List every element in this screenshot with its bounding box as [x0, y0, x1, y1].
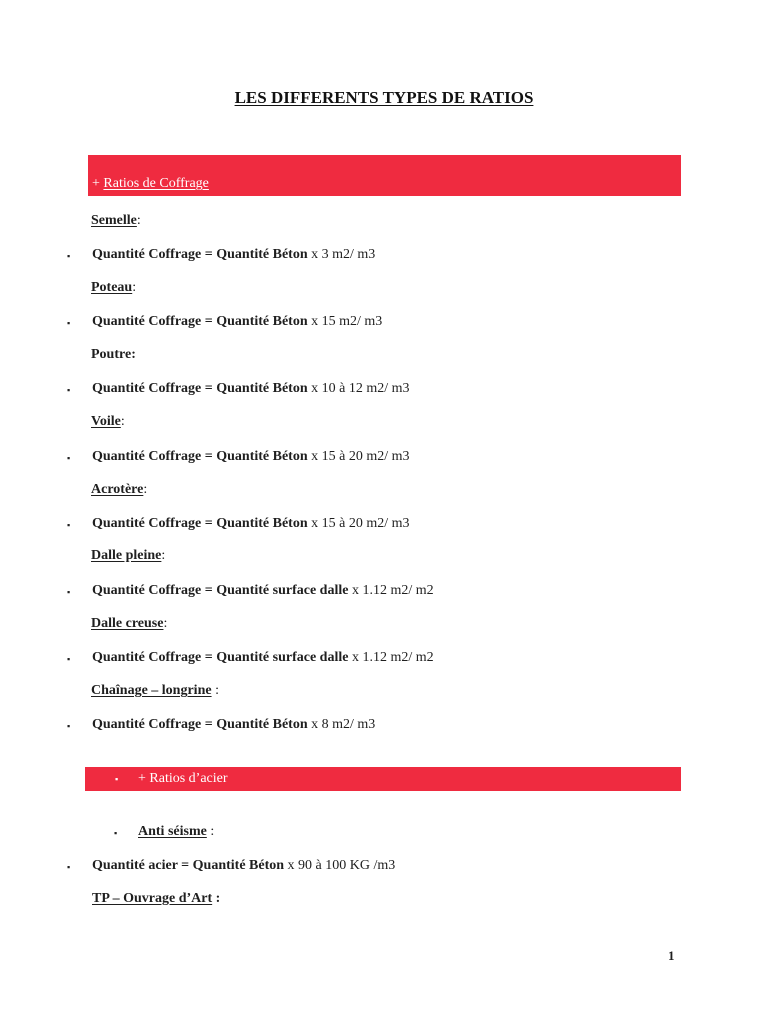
heading-semelle: Semelle: — [91, 213, 141, 228]
section-header-acier-text: + Ratios d’acier — [138, 771, 228, 786]
heading-tp-ouvrage-art: TP – Ouvrage d’Art : — [92, 891, 221, 906]
bullet-icon: ▪ — [115, 774, 119, 784]
heading-anti-seisme: Anti séisme : — [138, 824, 215, 839]
heading-poutre: Poutre: — [91, 347, 136, 362]
ratio-line-dalle-pleine: Quantité Coffrage = Quantité surface dalle x 1.12 m2/ m2 — [92, 583, 434, 598]
ratio-line-dalle-creuse: Quantité Coffrage = Quantité surface dalle x 1.12 m2/ m2 — [92, 650, 434, 665]
heading-acrotere: Acrotère: — [91, 482, 148, 497]
bullet-icon: ▪ — [67, 862, 71, 872]
ratio-line-poutre: Quantité Coffrage = Quantité Béton x 10 à 12 m2/ m3 — [92, 381, 410, 396]
bullet-icon: ▪ — [67, 721, 71, 731]
bullet-icon: ▪ — [114, 828, 118, 838]
section-label: Ratios de Coffrage — [103, 176, 209, 191]
section-header-acier — [85, 767, 681, 791]
bullet-icon: ▪ — [67, 385, 71, 395]
section-prefix: + — [92, 176, 104, 191]
ratio-line-poteau: Quantité Coffrage = Quantité Béton x 15 m2/ m3 — [92, 314, 383, 329]
page-title: LES DIFFERENTS TYPES DE RATIOS — [234, 88, 534, 107]
heading-dalle-pleine: Dalle pleine: — [91, 548, 166, 563]
bullet-icon: ▪ — [67, 520, 71, 530]
bullet-icon: ▪ — [67, 453, 71, 463]
ratio-line-voile: Quantité Coffrage = Quantité Béton x 15 à 20 m2/ m3 — [92, 449, 410, 464]
bullet-icon: ▪ — [67, 251, 71, 261]
bullet-icon: ▪ — [67, 654, 71, 664]
bullet-icon: ▪ — [67, 587, 71, 597]
page-number: 1 — [668, 948, 675, 963]
ratio-line-chainage-longrine: Quantité Coffrage = Quantité Béton x 8 m2/ m3 — [92, 717, 376, 732]
heading-poteau: Poteau: — [91, 280, 137, 295]
heading-voile: Voile: — [91, 414, 125, 429]
ratio-line-semelle: Quantité Coffrage = Quantité Béton x 3 m2/ m3 — [92, 247, 376, 262]
section-header-coffrage-text — [92, 176, 209, 192]
heading-dalle-creuse: Dalle creuse: — [91, 616, 168, 631]
bullet-icon: ▪ — [67, 318, 71, 328]
section-header-coffrage — [88, 155, 681, 196]
ratio-line-acrotere: Quantité Coffrage = Quantité Béton x 15 à 20 m2/ m3 — [92, 516, 410, 531]
heading-chainage-longrine: Chaînage – longrine : — [91, 683, 219, 698]
ratio-line-acier: Quantité acier = Quantité Béton x 90 à 100 KG /m3 — [92, 858, 396, 873]
